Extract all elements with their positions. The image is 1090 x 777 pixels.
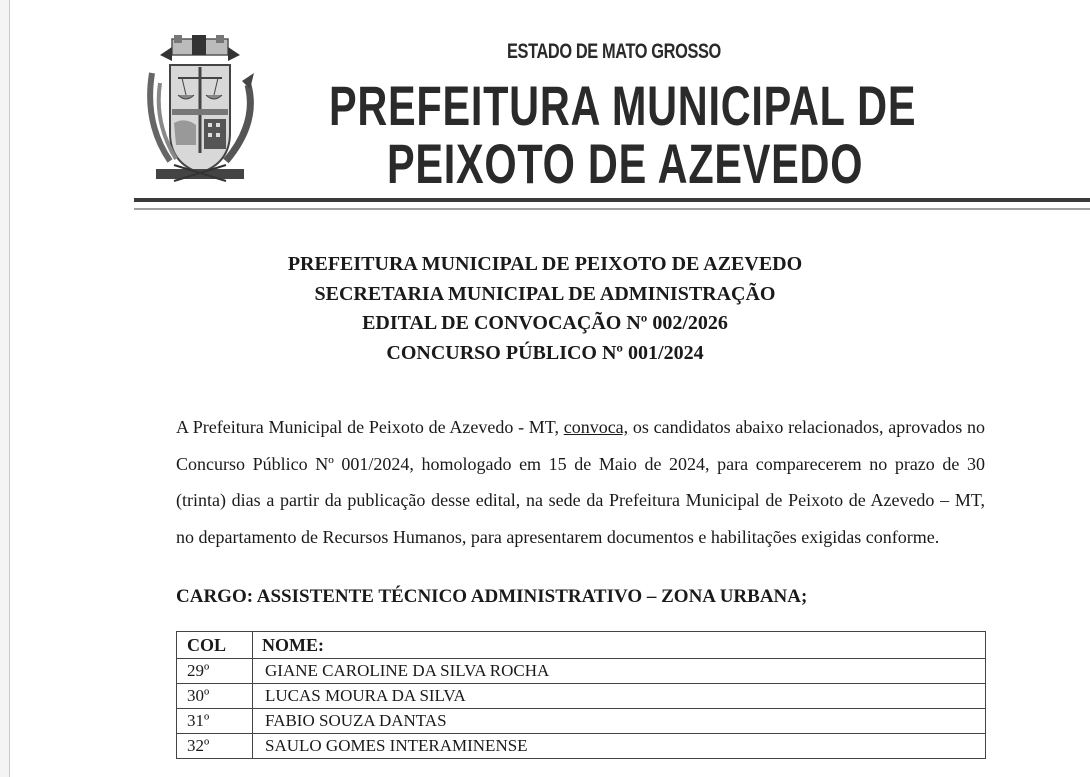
cell-col: 32º [177, 734, 253, 759]
heading-line-concurso: CONCURSO PÚBLICO Nº 001/2024 [386, 341, 704, 364]
letterhead-divider-thick [134, 198, 1090, 202]
letterhead-divider-thin [134, 208, 1090, 210]
convocation-paragraph [176, 409, 985, 555]
letterhead-title-line2: PEIXOTO DE AZEVEDO [387, 132, 864, 195]
cell-col: 29º [177, 659, 253, 684]
cell-col: 31º [177, 709, 253, 734]
header-name: NOME: [253, 632, 986, 659]
paragraph-text-rest: os candidatos abaixo relacionados, aprovados no Concurso Público Nº 001/2024, homologado em 15 de Maio de 2024, para comparecerem no prazo de 30 (trinta) dias a partir da publicação desse edital, na sede da Prefeitura Municipal de Peixoto de Azevedo – MT, no departamento de Recursos Humanos, para apresentarem documentos e habilitações exigidas conforme. [176, 417, 985, 547]
document-heading [0, 250, 1090, 368]
cargo-title: CARGO: ASSISTENTE TÉCNICO ADMINISTRATIVO – ZONA URBANA; [176, 586, 808, 607]
table-header-row [177, 632, 986, 659]
table-row [177, 684, 986, 709]
cell-col: 30º [177, 684, 253, 709]
heading-line-edital: EDITAL DE CONVOCAÇÃO Nº 002/2026 [362, 312, 728, 334]
paragraph-text-start: A Prefeitura Municipal de Peixoto de Azevedo - MT, [176, 417, 564, 437]
cell-name: SAULO GOMES INTERAMINENSE [253, 734, 986, 759]
table-row [177, 734, 986, 759]
paragraph-underlined-word: convoca, [563, 417, 629, 437]
cell-name: FABIO SOUZA DANTAS [253, 709, 986, 734]
heading-line-secretariat: SECRETARIA MUNICIPAL DE ADMINISTRAÇÃO [314, 282, 776, 305]
cell-name: LUCAS MOURA DA SILVA [253, 684, 986, 709]
letterhead-title-line1: PREFEITURA MUNICIPAL DE [329, 74, 917, 137]
candidates-table [176, 631, 986, 759]
municipal-coat-of-arms-icon [130, 33, 270, 183]
letterhead-state: ESTADO DE MATO GROSSO [507, 40, 721, 63]
table-row [177, 709, 986, 734]
table-row [177, 659, 986, 684]
heading-line-municipality: PREFEITURA MUNICIPAL DE PEIXOTO DE AZEVEDO [287, 253, 803, 275]
header-col: COL [177, 632, 253, 659]
cell-name: GIANE CAROLINE DA SILVA ROCHA [253, 659, 986, 684]
